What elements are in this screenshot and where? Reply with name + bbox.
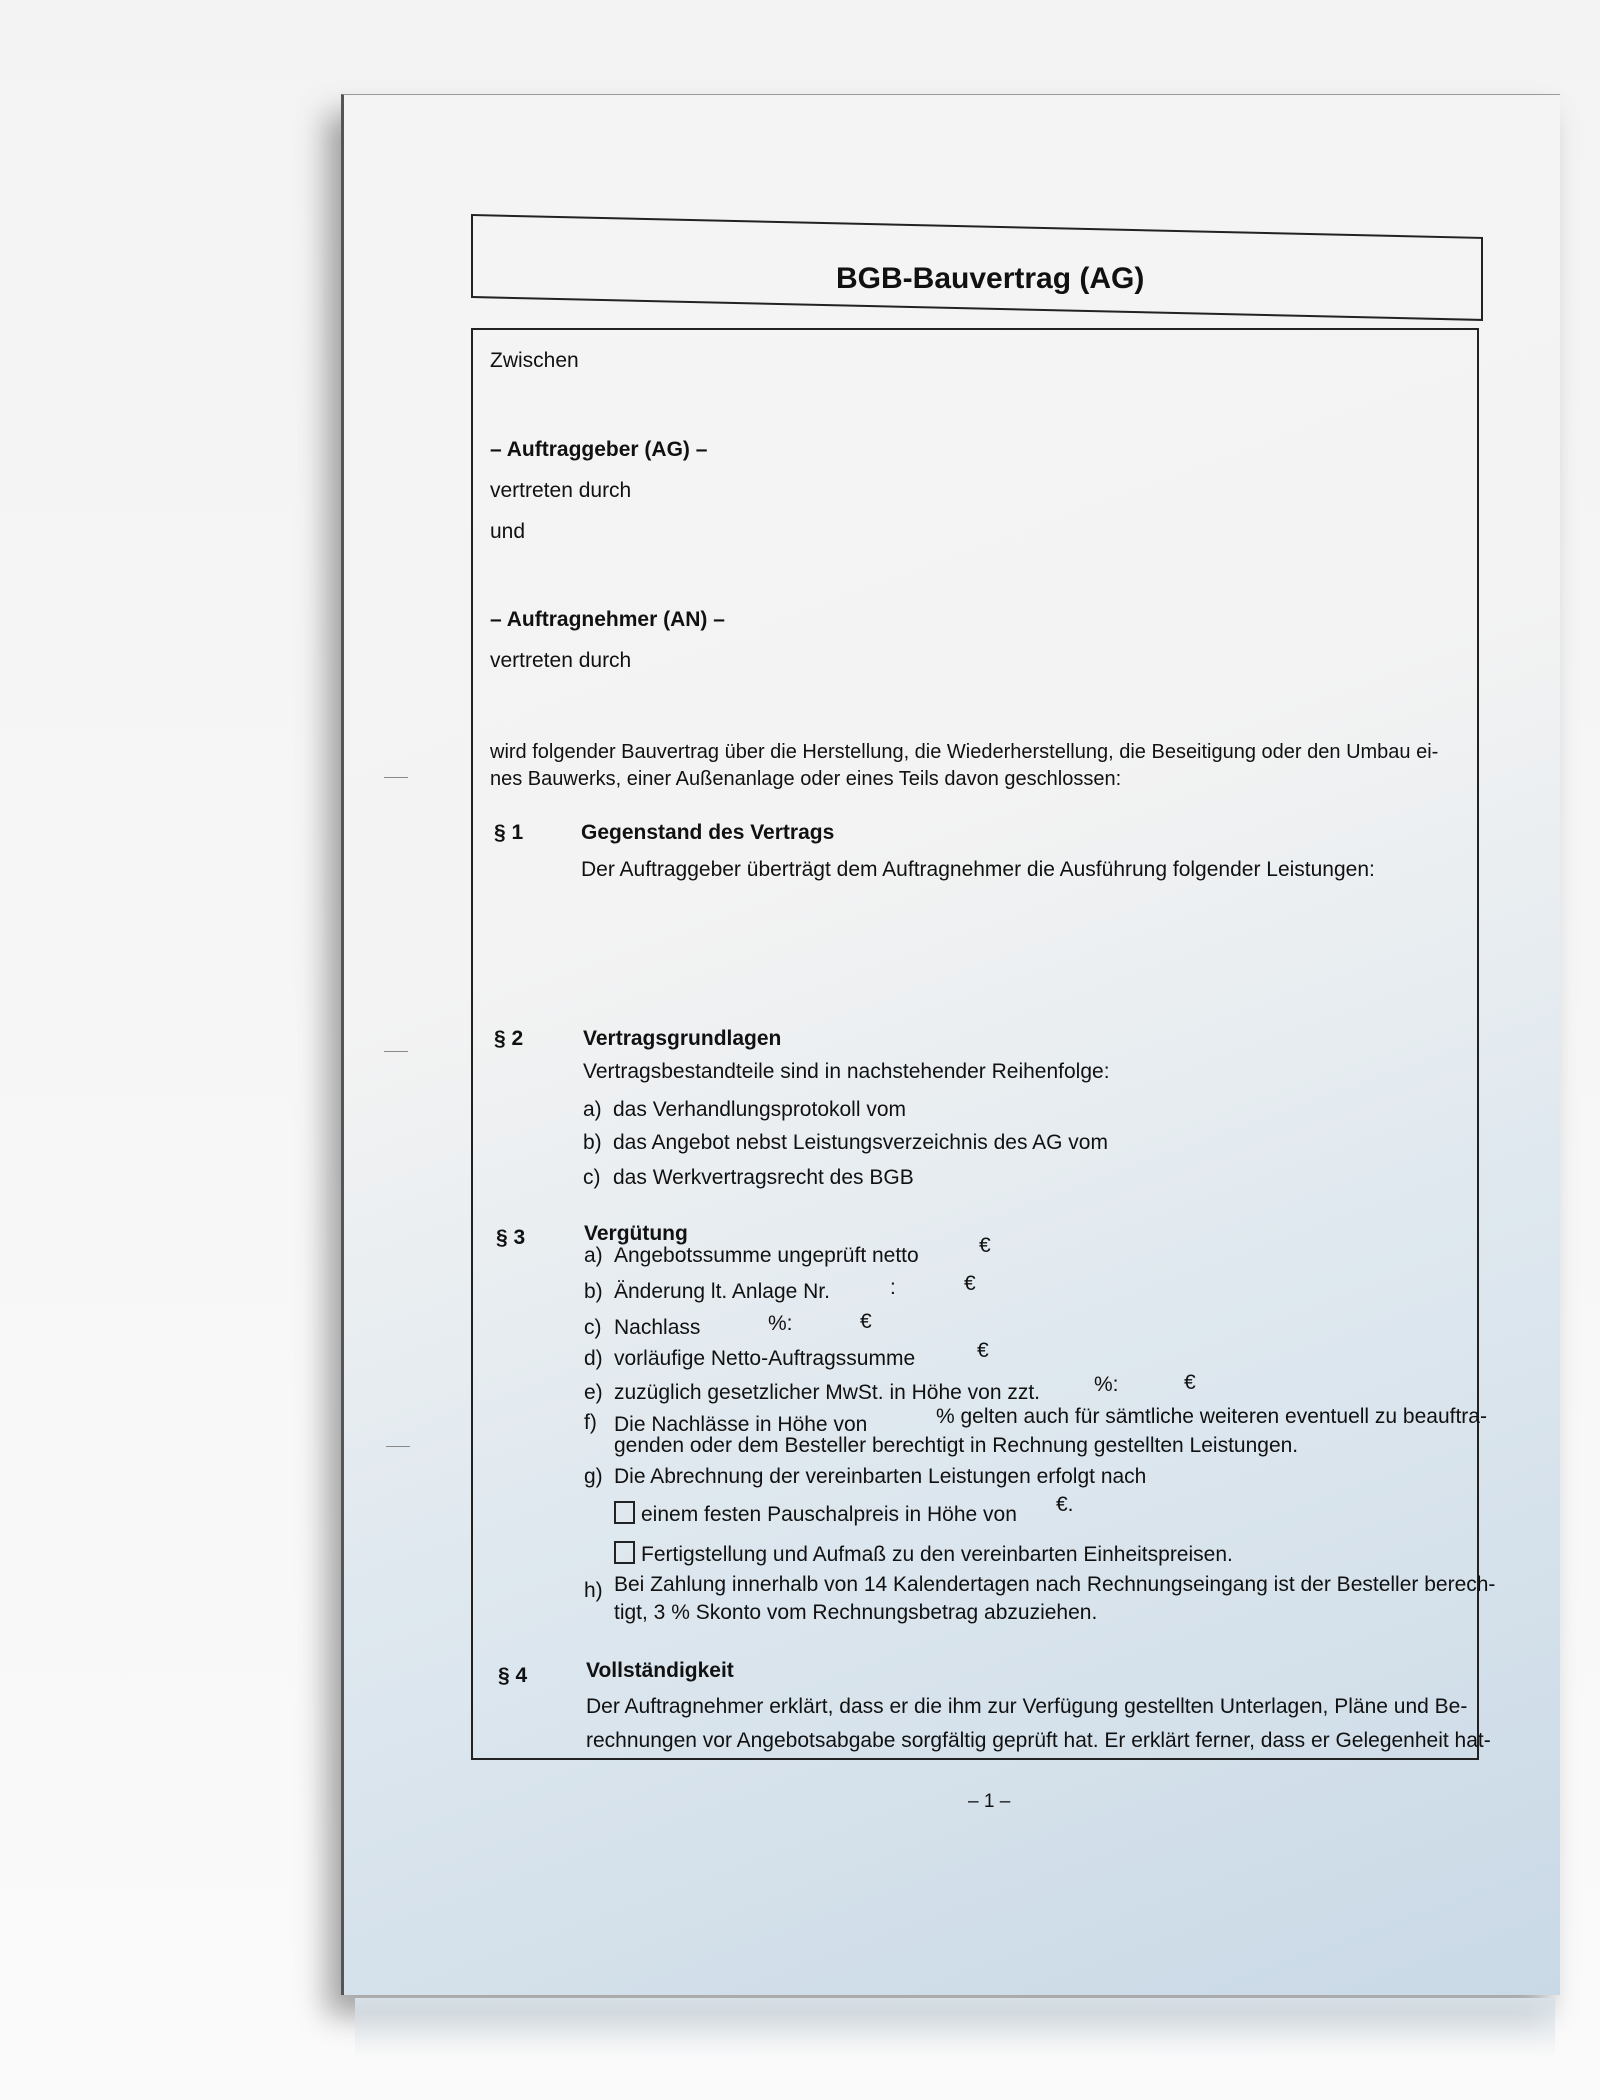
option-unit-prices[interactable]	[614, 1541, 1233, 1567]
option-lump-sum[interactable]	[614, 1493, 1074, 1527]
list-text: % gelten auch für sämtliche weiteren eventuell zu beauftra-	[936, 1405, 1487, 1428]
section-heading: Gegenstand des Vertrags	[581, 821, 835, 844]
section-heading: Vertragsgrundlagen	[583, 1027, 782, 1050]
list-letter: c)	[583, 1166, 601, 1189]
section-number: § 4	[498, 1664, 528, 1687]
intro-line: wird folgender Bauvertrag über die Herstellung, die Wiederherstellung, die Beseitigung oder den Umbau ei-	[490, 741, 1439, 763]
list-text: Angebotssumme ungeprüft netto	[614, 1244, 919, 1267]
section-text: Der Auftragnehmer erklärt, dass er die ihm zur Verfügung gestellten Unterlagen, Pläne und Be-	[586, 1695, 1468, 1718]
list-text: zuzüglich gesetzlicher MwSt. in Höhe von zzt.	[614, 1381, 1041, 1404]
list-letter: f)	[584, 1411, 597, 1434]
fold-mark	[384, 1051, 408, 1052]
between-label: Zwischen	[490, 349, 579, 372]
list-item	[584, 1234, 991, 1268]
list-letter: c)	[584, 1316, 602, 1339]
euro-sign: €	[860, 1310, 872, 1333]
list-item	[584, 1272, 976, 1304]
list-letter: a)	[584, 1244, 603, 1267]
section-heading: Vergütung	[584, 1222, 688, 1245]
list-item	[584, 1405, 1487, 1436]
page-number: – 1 –	[968, 1791, 1011, 1812]
list-letter: b)	[584, 1280, 603, 1303]
list-item	[584, 1339, 989, 1371]
checkbox[interactable]	[614, 1541, 635, 1564]
list-text: das Angebot nebst Leistungsverzeichnis des AG vom	[613, 1131, 1108, 1154]
client-label: – Auftraggeber (AG) –	[490, 438, 708, 461]
section-heading: Vollständigkeit	[586, 1659, 734, 1682]
fold-mark	[384, 777, 408, 778]
list-letter: g)	[584, 1465, 603, 1488]
list-text: Die Nachlässe in Höhe von	[614, 1413, 868, 1436]
fold-mark	[386, 1446, 410, 1447]
list-text: das Werkvertragsrecht des BGB	[613, 1166, 914, 1189]
section-number: § 3	[496, 1226, 526, 1249]
euro-sign: €	[979, 1234, 991, 1257]
client-represented: vertreten durch	[490, 479, 632, 502]
euro-sign: €	[977, 1339, 989, 1362]
colon: :	[890, 1276, 896, 1299]
section-text: Der Auftraggeber überträgt dem Auftragnehmer die Ausführung folgender Leistungen:	[581, 858, 1375, 881]
section-text: rechnungen vor Angebotsabgabe sorgfältig geprüft hat. Er erklärt ferner, dass er Gelegenheit hat-	[586, 1729, 1491, 1752]
list-text-continued: genden oder dem Besteller berechtigt in Rechnung gestellten Leistungen.	[614, 1434, 1299, 1457]
percent-label: %:	[768, 1312, 793, 1335]
list-letter: b)	[583, 1131, 602, 1154]
list-letter: e)	[584, 1381, 603, 1404]
option-text: einem festen Pauschalpreis in Höhe von	[641, 1503, 1017, 1526]
list-letter: a)	[583, 1098, 602, 1121]
list-item	[584, 1310, 872, 1340]
euro-sign: €	[964, 1272, 976, 1295]
list-letter: h)	[584, 1579, 603, 1602]
list-letter: d)	[584, 1347, 603, 1370]
euro-sign: €.	[1056, 1493, 1074, 1516]
percent-label: %:	[1094, 1373, 1119, 1396]
contractor-represented: vertreten durch	[490, 649, 632, 672]
option-text: Fertigstellung und Aufmaß zu den vereinbarten Einheitspreisen.	[641, 1543, 1233, 1566]
list-item	[584, 1573, 1496, 1603]
and-label: und	[490, 520, 526, 543]
intro-line: nes Bauwerks, einer Außenanlage oder eines Teils davon geschlossen:	[490, 768, 1122, 790]
section-number: § 1	[494, 821, 524, 844]
list-text: das Verhandlungsprotokoll vom	[613, 1098, 907, 1121]
list-item	[584, 1465, 1147, 1489]
list-text: vorläufige Netto-Auftragssumme	[614, 1347, 916, 1370]
list-text: Die Abrechnung der vereinbarten Leistungen erfolgt nach	[614, 1465, 1147, 1488]
page-reflection	[355, 1998, 1555, 2058]
section-number: § 2	[494, 1027, 524, 1050]
list-text: Nachlass	[614, 1316, 701, 1339]
contractor-label: – Auftragnehmer (AN) –	[490, 608, 725, 631]
list-item	[583, 1131, 1108, 1155]
list-text: Bei Zahlung innerhalb von 14 Kalendertagen nach Rechnungseingang ist der Besteller berech-	[614, 1573, 1496, 1596]
list-item	[583, 1098, 907, 1122]
list-item	[583, 1166, 914, 1190]
section-text: Vertragsbestandteile sind in nachstehender Reihenfolge:	[583, 1060, 1110, 1083]
checkbox[interactable]	[614, 1501, 635, 1524]
document-title: BGB-Bauvertrag (AG)	[836, 262, 1145, 295]
list-item	[584, 1371, 1196, 1405]
euro-sign: €	[1184, 1371, 1196, 1394]
list-text-continued: tigt, 3 % Skonto vom Rechnungsbetrag abzuziehen.	[614, 1601, 1098, 1624]
list-text: Änderung lt. Anlage Nr.	[614, 1280, 830, 1303]
